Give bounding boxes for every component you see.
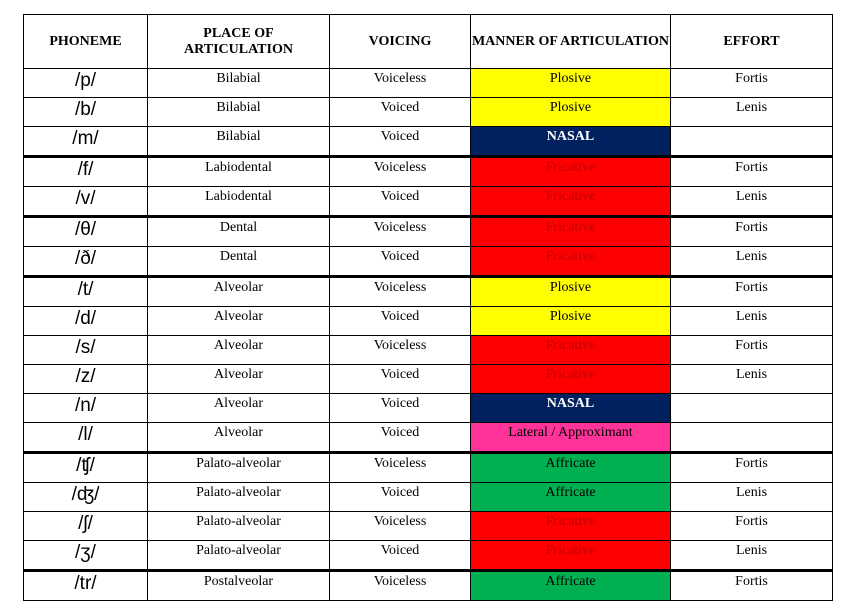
table-row [24,423,833,453]
phoneme-cell: /ʃ/ [24,512,148,541]
phoneme-cell: /n/ [24,394,148,423]
phoneme-cell: /s/ [24,336,148,365]
voicing-cell: Voiced [330,365,471,394]
table-body [24,69,833,601]
voicing-cell: Voiceless [330,157,471,187]
voicing-cell: Voiceless [330,336,471,365]
table-row [24,453,833,483]
place-cell: Palato-alveolar [148,453,330,483]
voicing-cell: Voiced [330,394,471,423]
effort-cell: Lenis [671,483,833,512]
effort-cell: Fortis [671,512,833,541]
voicing-cell: Voiced [330,541,471,571]
voicing-cell: Voiced [330,98,471,127]
phoneme-cell: /t/ [24,277,148,307]
manner-cell: Fricative [471,157,671,187]
table-row [24,541,833,571]
place-cell: Alveolar [148,394,330,423]
phoneme-table [23,14,833,601]
manner-cell: Plosive [471,98,671,127]
voicing-cell: Voiced [330,187,471,217]
table-row [24,157,833,187]
effort-cell: Lenis [671,365,833,394]
place-cell: Alveolar [148,307,330,336]
manner-cell: Fricative [471,217,671,247]
manner-cell: Fricative [471,512,671,541]
place-cell: Labiodental [148,187,330,217]
table-row [24,307,833,336]
table-row [24,277,833,307]
phoneme-cell: /ʒ/ [24,541,148,571]
voicing-cell: Voiceless [330,571,471,601]
table-row [24,247,833,277]
table-row [24,512,833,541]
manner-cell: Plosive [471,307,671,336]
manner-cell: Affricate [471,571,671,601]
voicing-cell: Voiceless [330,453,471,483]
manner-cell: Affricate [471,483,671,512]
table-row [24,187,833,217]
manner-cell: Affricate [471,453,671,483]
place-cell: Palato-alveolar [148,541,330,571]
place-cell: Alveolar [148,365,330,394]
effort-cell: Fortis [671,277,833,307]
table-row [24,98,833,127]
phoneme-cell: /l/ [24,423,148,453]
table-row [24,571,833,601]
phoneme-cell: /ð/ [24,247,148,277]
table-row [24,336,833,365]
header-row [24,15,833,69]
phoneme-cell: /f/ [24,157,148,187]
voicing-cell: Voiced [330,423,471,453]
voicing-cell: Voiceless [330,69,471,98]
place-cell: Postalveolar [148,571,330,601]
voicing-cell: Voiced [330,307,471,336]
effort-cell: Fortis [671,157,833,187]
effort-cell: Fortis [671,217,833,247]
manner-cell: Plosive [471,69,671,98]
header-place: PLACE OF ARTICULATION [148,15,330,69]
place-cell: Palato-alveolar [148,483,330,512]
manner-cell: Lateral / Approximant [471,423,671,453]
voicing-cell: Voiced [330,127,471,157]
phoneme-cell: /θ/ [24,217,148,247]
phoneme-cell: /v/ [24,187,148,217]
phoneme-cell: /z/ [24,365,148,394]
place-cell: Dental [148,217,330,247]
phoneme-cell: /b/ [24,98,148,127]
manner-cell: Fricative [471,541,671,571]
effort-cell: Lenis [671,247,833,277]
table-row [24,394,833,423]
phoneme-cell: /ʧ/ [24,453,148,483]
effort-cell: Lenis [671,98,833,127]
phoneme-cell: /ʤ/ [24,483,148,512]
place-cell: Dental [148,247,330,277]
place-cell: Bilabial [148,69,330,98]
effort-cell [671,127,833,157]
place-cell: Bilabial [148,98,330,127]
place-cell: Alveolar [148,423,330,453]
place-cell: Labiodental [148,157,330,187]
table-row [24,127,833,157]
manner-cell: Fricative [471,247,671,277]
header-phoneme: PHONEME [24,15,148,69]
effort-cell: Fortis [671,69,833,98]
manner-cell: NASAL [471,394,671,423]
table-row [24,483,833,512]
place-cell: Bilabial [148,127,330,157]
effort-cell: Lenis [671,187,833,217]
header-manner: MANNER OF ARTICULATION [471,15,671,69]
manner-cell: Plosive [471,277,671,307]
table-row [24,217,833,247]
effort-cell: Fortis [671,336,833,365]
header-effort: EFFORT [671,15,833,69]
place-cell: Alveolar [148,336,330,365]
phoneme-cell: /tr/ [24,571,148,601]
table-row [24,69,833,98]
manner-cell: NASAL [471,127,671,157]
phoneme-cell: /d/ [24,307,148,336]
effort-cell [671,423,833,453]
effort-cell: Fortis [671,571,833,601]
manner-cell: Fricative [471,365,671,394]
phoneme-cell: /p/ [24,69,148,98]
voicing-cell: Voiced [330,247,471,277]
effort-cell: Lenis [671,541,833,571]
effort-cell: Lenis [671,307,833,336]
phoneme-cell: /m/ [24,127,148,157]
voicing-cell: Voiceless [330,512,471,541]
header-voicing: VOICING [330,15,471,69]
effort-cell [671,394,833,423]
voicing-cell: Voiced [330,483,471,512]
voicing-cell: Voiceless [330,217,471,247]
place-cell: Palato-alveolar [148,512,330,541]
manner-cell: Fricative [471,336,671,365]
effort-cell: Fortis [671,453,833,483]
table-row [24,365,833,394]
manner-cell: Fricative [471,187,671,217]
place-cell: Alveolar [148,277,330,307]
voicing-cell: Voiceless [330,277,471,307]
